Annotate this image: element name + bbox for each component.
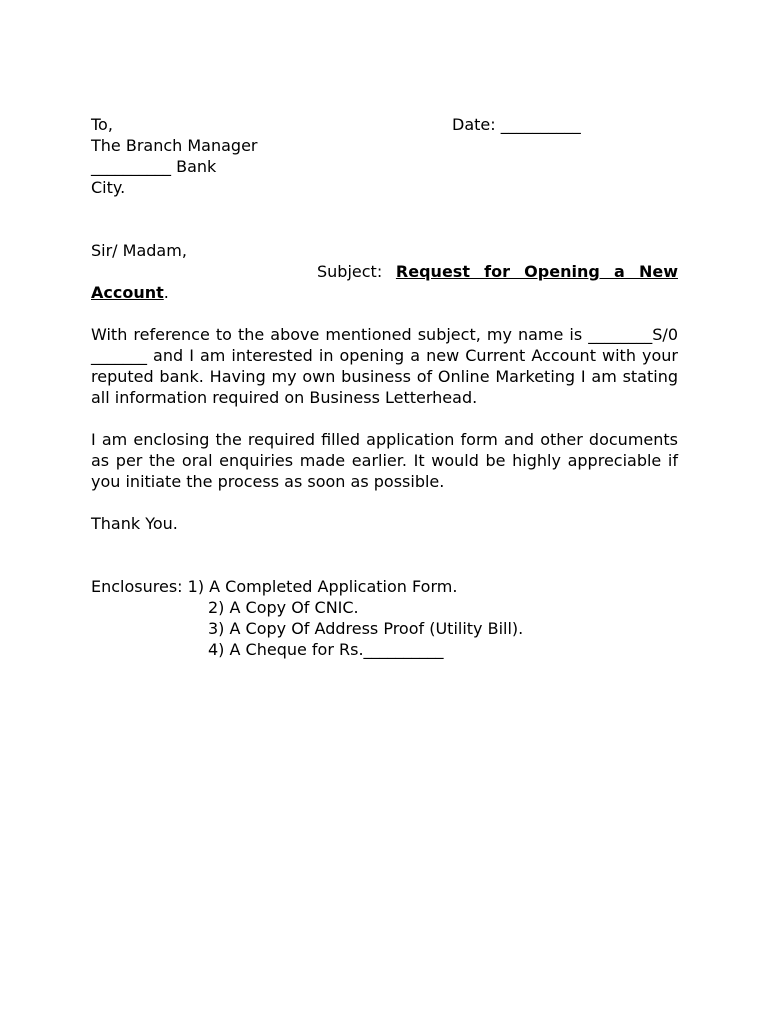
letter-document xyxy=(91,114,678,660)
enclosure-item-4: 4) A Cheque for Rs.__________ xyxy=(208,640,444,659)
subject-end: . xyxy=(163,283,169,302)
spacer xyxy=(91,408,678,429)
to-line: To, xyxy=(91,115,113,134)
subject-label: Subject: xyxy=(317,262,396,281)
closing-line: Thank You. xyxy=(91,514,178,533)
spacer xyxy=(91,492,678,513)
city-line: City. xyxy=(91,178,126,197)
enclosure-item-3: 3) A Copy Of Address Proof (Utility Bill). xyxy=(208,619,524,638)
date-field: Date: __________ xyxy=(452,115,581,134)
enclosures-label: Enclosures: xyxy=(91,577,188,596)
spacer xyxy=(91,534,678,576)
subject-title: Request for Opening a New Account xyxy=(91,262,679,302)
recipient-line: The Branch Manager xyxy=(91,136,258,155)
bank-line: __________ Bank xyxy=(91,157,217,176)
spacer xyxy=(91,303,678,324)
enclosure-item-1 xyxy=(91,576,678,597)
body-paragraph-1: With reference to the above mentioned subject, my name is ________S/0 _______ and I am interested in opening a new Current Account with your reputed bank. Having my own business of Online Marketing I am stating all information required on Business Letterhead. xyxy=(91,325,678,407)
enclosure-item-2: 2) A Copy Of CNIC. xyxy=(208,598,359,617)
enclosure-text: 1) A Completed Application Form. xyxy=(187,577,458,596)
address-date-row xyxy=(91,114,678,135)
spacer xyxy=(91,198,678,240)
salutation: Sir/ Madam, xyxy=(91,241,187,260)
subject-line xyxy=(91,261,678,303)
enclosures-list xyxy=(91,576,678,660)
body-paragraph-2: I am enclosing the required filled application form and other documents as per the oral enquiries made earlier. It would be highly appreciable if you initiate the process as soon as possible. xyxy=(91,430,678,491)
